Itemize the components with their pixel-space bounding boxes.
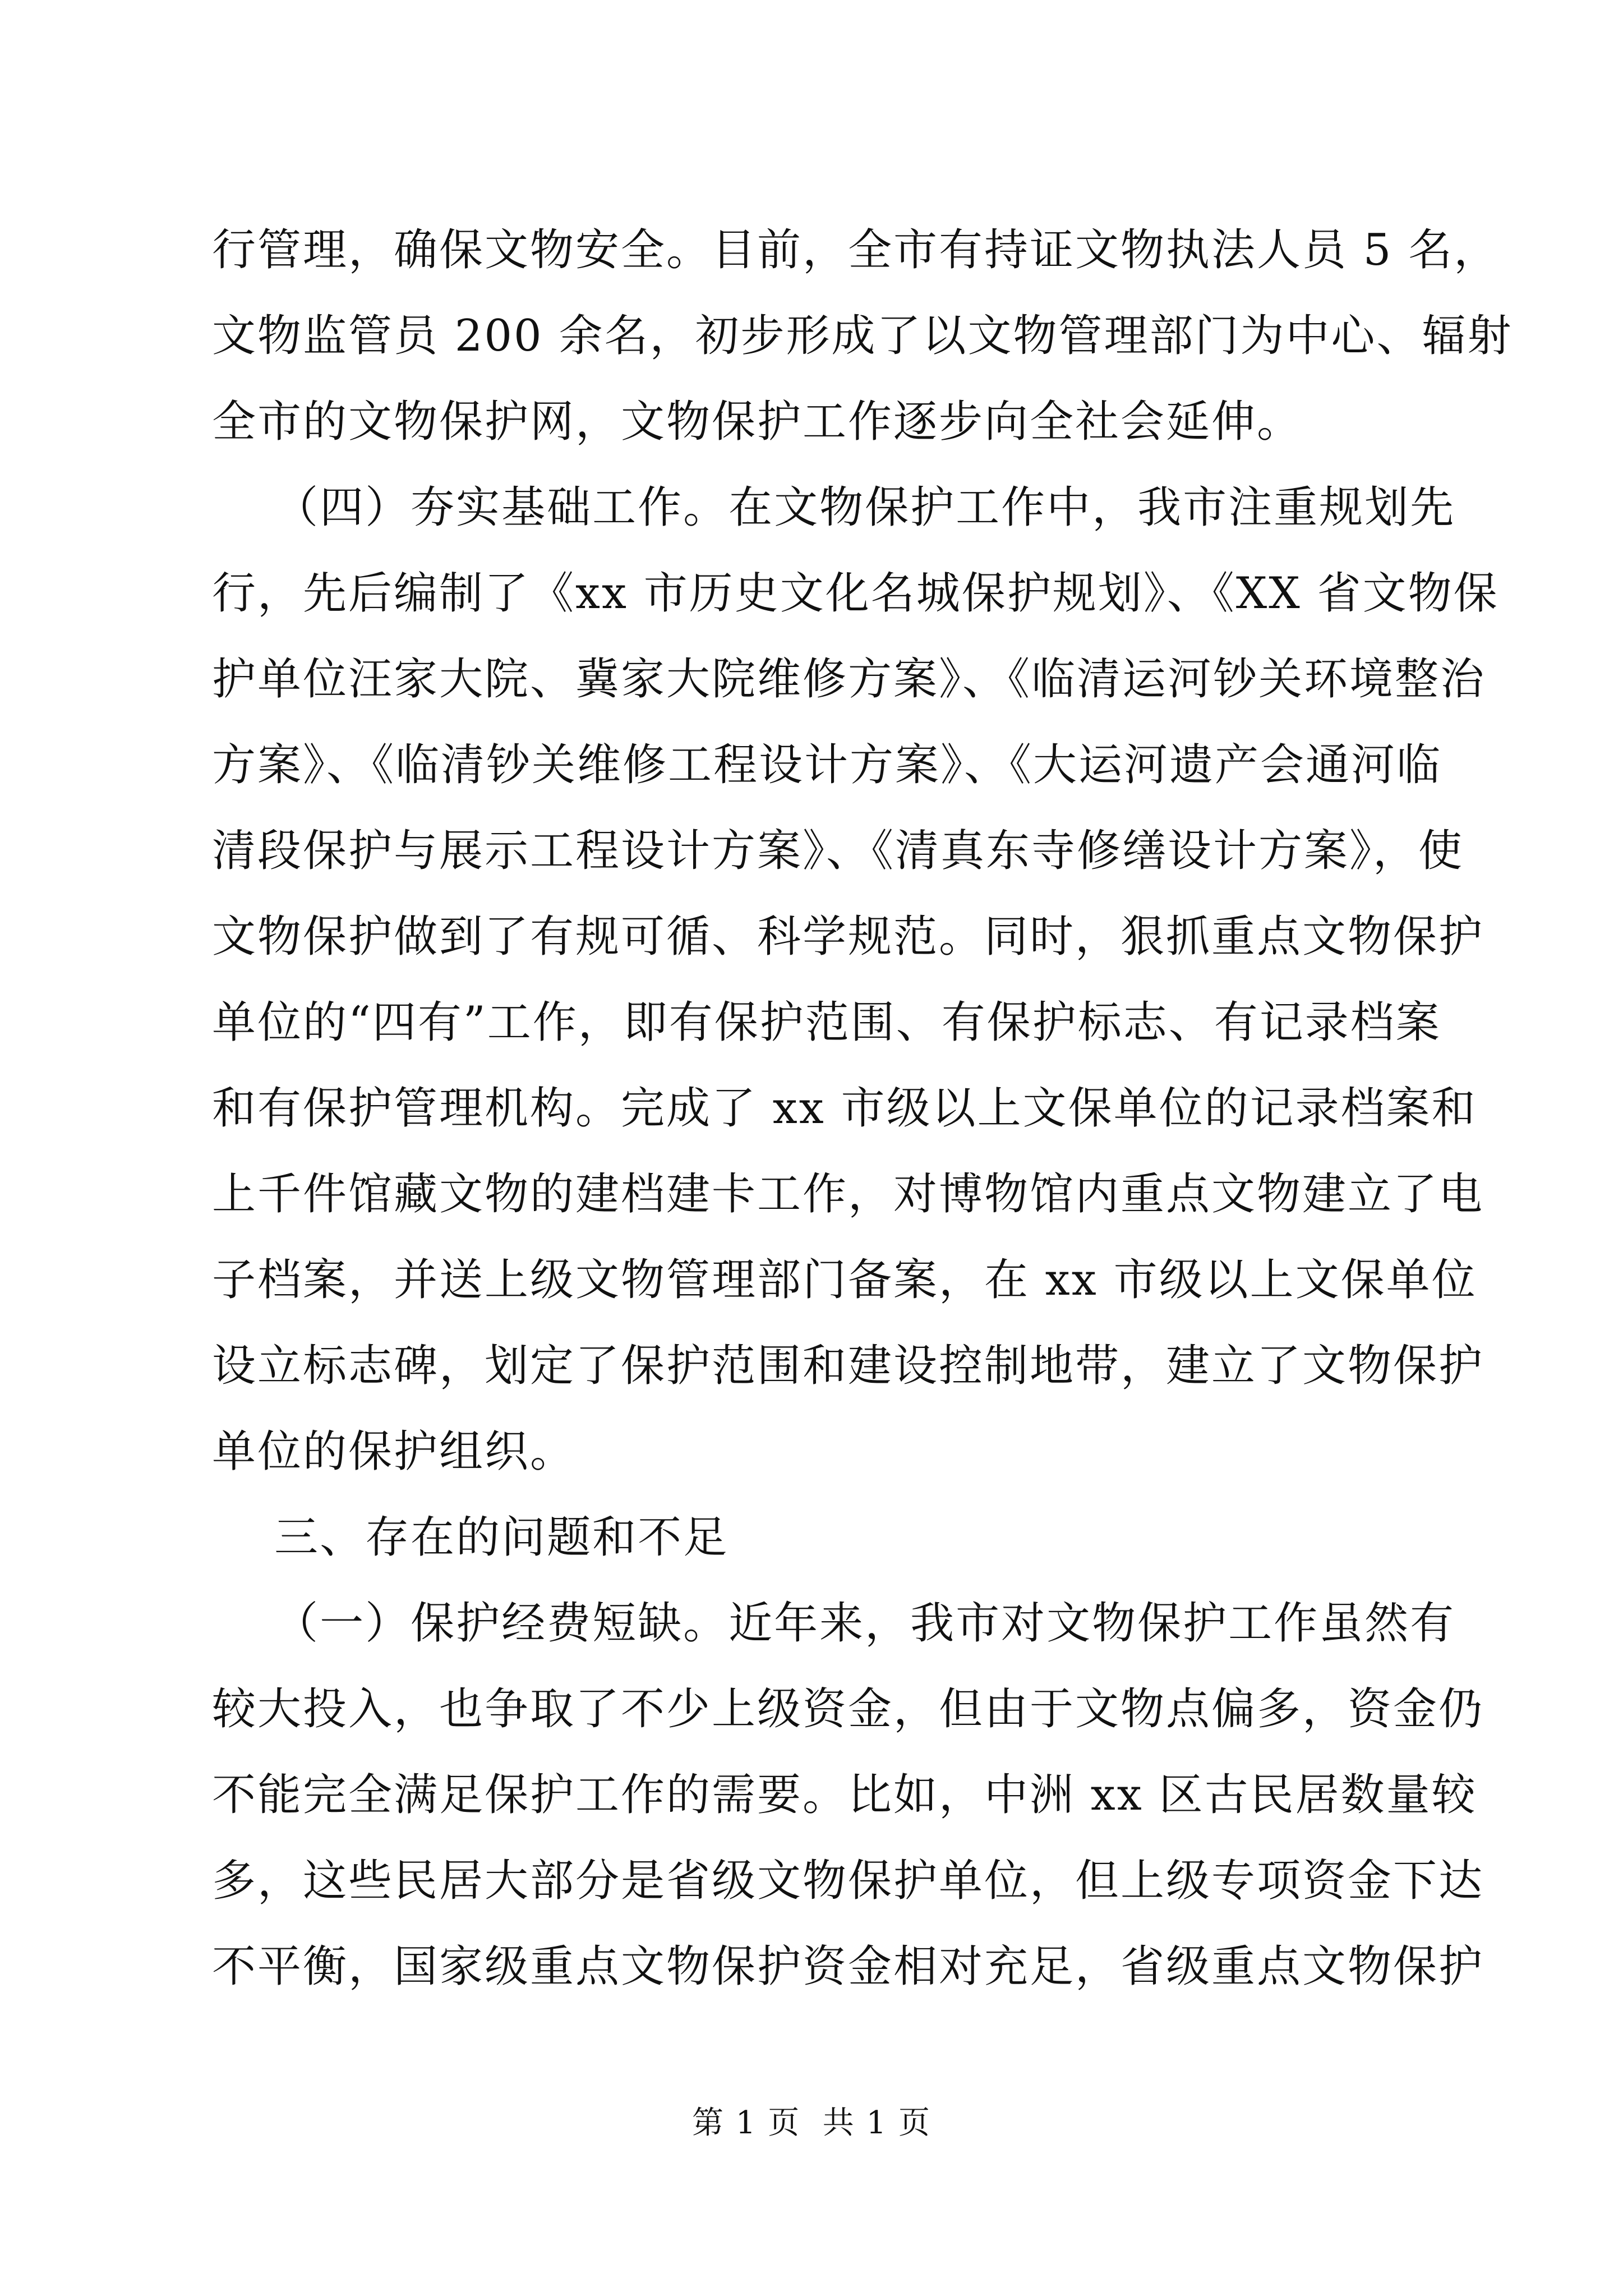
text-line: 和有保护管理机构。完成了 xx 市级以上文保单位的记录档案和 [212, 1083, 1477, 1134]
text-line: 上千件馆藏文物的建档建卡工作，对博物馆内重点文物建立了电 [212, 1169, 1484, 1220]
text-line: 单位的“四有”工作，即有保护范围、有保护标志、有记录档案 [212, 997, 1441, 1048]
text-line: 全市的文物保护网，文物保护工作逐步向全社会延伸。 [212, 397, 1303, 447]
text-line: 行，先后编制了《xx 市历史文化名城保护规划》、《XX 省文物保 [212, 568, 1499, 619]
text-line: 文物保护做到了有规可循、科学规范。同时，狠抓重点文物保护 [212, 912, 1484, 962]
text-line: 清段保护与展示工程设计方案》、《清真东寺修缮设计方案》，使 [212, 826, 1464, 876]
text-line: 行管理，确保文物安全。目前，全市有持证文物执法人员 5 名， [212, 225, 1500, 275]
text-line: 单位的保护组织。 [212, 1427, 576, 1477]
text-line: 方案》、《临清钞关维修工程设计方案》、《大运河遗产会通河临 [212, 740, 1442, 790]
text-line: 较大投入，也争取了不少上级资金，但由于文物点偏多，资金仍 [212, 1684, 1484, 1734]
text-line: 不平衡，国家级重点文物保护资金相对充足，省级重点文物保护 [212, 1941, 1484, 1992]
text-line: 不能完全满足保护工作的需要。比如，中洲 xx 区古民居数量较 [212, 1770, 1477, 1820]
paragraph-heading-1: （一）保护经费短缺。近年来，我市对文物保护工作虽然有 [212, 1598, 1456, 1649]
text-line: 护单位汪家大院、冀家大院维修方案》、《临清运河钞关环境整治 [212, 654, 1486, 705]
document-body [212, 208, 1513, 2010]
section-heading-3: 三、存在的问题和不足 [212, 1512, 729, 1563]
text-line: 设立标志碑，划定了保护范围和建设控制地带，建立了文物保护 [212, 1341, 1484, 1391]
page-number-footer: 第 1 页 共 1 页 [691, 2105, 932, 2141]
text-line: 文物监管员 200 余名，初步形成了以文物管理部门为中心、辐射 [212, 311, 1513, 361]
text-line: 子档案，并送上级文物管理部门备案，在 xx 市级以上文保单位 [212, 1255, 1477, 1305]
text-line: 多，这些民居大部分是省级文物保护单位，但上级专项资金下达 [212, 1856, 1484, 1906]
paragraph-heading-4: （四）夯实基础工作。在文物保护工作中，我市注重规划先 [212, 482, 1456, 533]
